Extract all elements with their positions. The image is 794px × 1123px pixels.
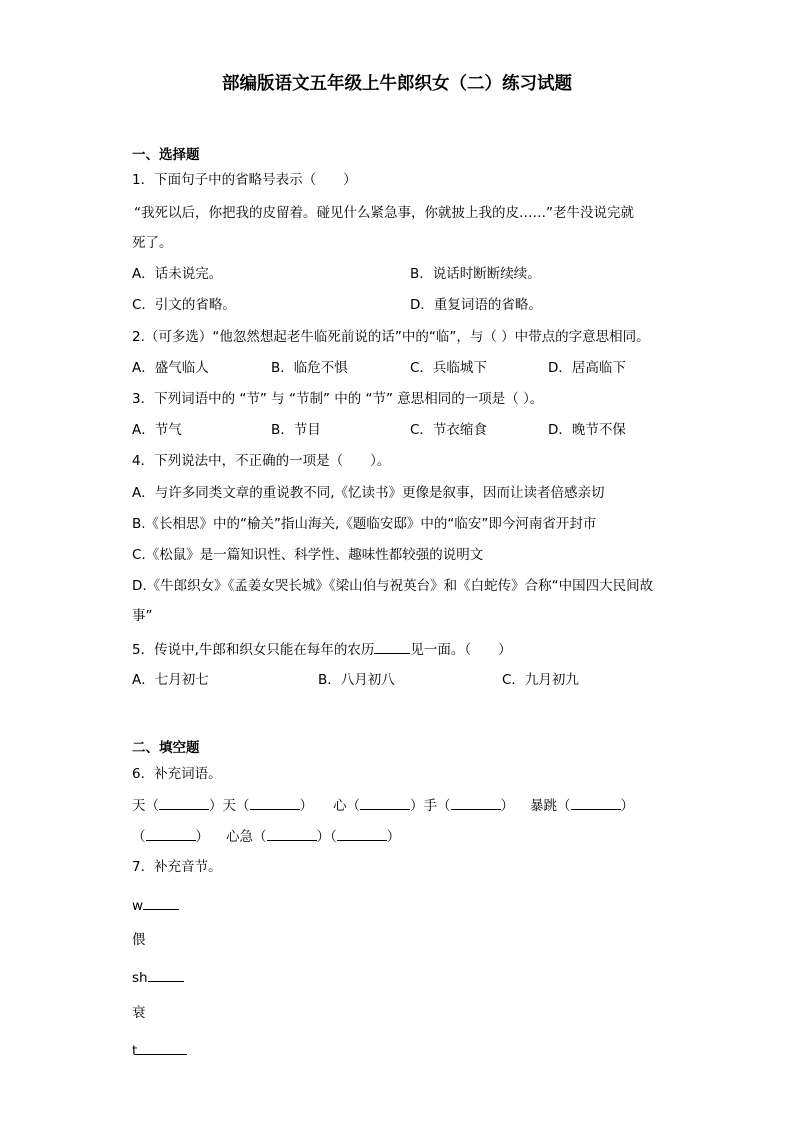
question-5-blank[interactable] [374,640,410,654]
section-heading-choice: 一、选择题 [132,147,200,163]
character-1: 偎 [132,932,146,948]
question-4-option-d-line1: D.《牛郎织女》《孟姜女哭长城》《梁山伯与祝英台》和《白蛇传》合称“中国四大民间故 [132,578,654,594]
word-3-blank-1[interactable] [571,796,621,810]
question-2-stem: 2.（可多选）“他忽然想起老牛临死前说的话”中的“临”，与（ ）中带点的字意思相同。 [132,329,650,345]
pinyin-3-blank[interactable] [137,1041,187,1055]
pinyin-2-blank[interactable] [148,968,184,982]
question-1-option-a: A．话未说完。 [132,266,223,282]
question-5-stem-before: 5．传说中,牛郎和织女只能在每年的农历 [132,642,375,658]
question-3-option-d: D．晚节不保 [548,422,626,438]
page-title: 部编版语文五年级上牛郎织女（二）练习试题 [222,74,572,94]
word-1-blank-2[interactable] [250,796,300,810]
word-2-blank-2[interactable] [451,796,501,810]
word-1-part-c: ） [299,798,313,814]
question-6-row2 [132,827,209,846]
section-heading-fill: 二、填空题 [132,740,200,756]
question-4-option-b: B.《长相思》中的“榆关”指山海关,《题临安邸》中的“临安”即今河南省开封市 [132,516,597,532]
word-3-part-c: （ [132,829,146,845]
question-4-stem: 4．下列说法中，不正确的一项是（ ）。 [132,453,391,469]
question-5-option-c: C．九月初九 [502,672,579,688]
question-4-option-d-line2: 事” [132,608,153,624]
question-4-option-a: A．与许多同类文章的重说教不同,《忆读书》更像是叙事，因而让读者倍感亲切 [132,485,605,501]
question-6-word-2 [333,796,514,815]
word-2-part-c: ） [500,798,514,814]
pinyin-row-3 [132,1041,187,1060]
question-2-option-c: C．兵临城下 [410,360,487,376]
question-1-quote-line2: 死了。 [132,235,173,251]
word-4-part-b: ）（ [316,829,337,845]
word-1-part-a: 天（ [132,798,159,814]
question-3-option-b: B．节目 [271,422,321,438]
question-2-option-a: A．盛气临人 [132,360,209,376]
word-2-blank-1[interactable] [360,796,410,810]
character-2: 衰 [132,1005,146,1021]
question-1-option-c: C．引文的省略。 [132,297,236,313]
word-3-part-d: ） [195,829,209,845]
question-3-option-c: C．节衣缩食 [410,422,487,438]
question-6-word-4 [226,827,400,846]
word-4-part-c: ） [386,829,401,845]
word-3-part-a: 暴跳（ [530,798,571,814]
word-2-part-b: ）手（ [410,798,451,814]
question-1-option-d: D．重复词语的省略。 [410,297,542,313]
question-6-stem: 6．补充词语。 [132,766,222,782]
question-4-option-c: C.《松鼠》是一篇知识性、科学性、趣味性都较强的说明文 [132,547,484,563]
word-4-blank-2[interactable] [337,827,387,841]
question-2-option-d: D．居高临下 [548,360,626,376]
pinyin-3-prefix: t [132,1043,138,1059]
question-5-stem-after: 见一面。（ ） [410,642,512,658]
word-4-part-a: 心急（ [226,829,267,845]
question-7-stem: 7．补充音节。 [132,859,222,875]
pinyin-1-blank[interactable] [143,896,179,910]
question-3-option-a: A．节气 [132,422,182,438]
question-1-stem: 1．下面句子中的省略号表示（ ） [132,172,357,188]
pinyin-2-prefix: sh [132,970,148,986]
question-1-quote-line1: “我死以后，你把我的皮留着。碰见什么紧急事，你就披上我的皮……”老牛没说完就 [134,205,634,221]
word-4-blank-1[interactable] [267,827,317,841]
question-6-word-3 [530,796,634,815]
question-3-stem: 3．下列词语中的 “节” 与 “节制” 中的 “节” 意思相同的一项是（ ）。 [132,391,544,407]
question-5-stem [132,640,512,659]
pinyin-row-2 [132,968,184,987]
question-5-option-b: B．八月初八 [318,672,395,688]
question-5-option-a: A．七月初七 [132,672,209,688]
word-1-part-b: ）天（ [209,798,250,814]
question-2-option-b: B．临危不惧 [271,360,348,376]
pinyin-row-1 [132,896,179,915]
pinyin-1-prefix: w [132,898,144,914]
word-3-part-b: ） [620,798,634,814]
word-2-part-a: 心（ [333,798,360,814]
question-6-row1 [132,796,313,815]
question-1-option-b: B．说话时断断续续。 [410,266,541,282]
word-1-blank-1[interactable] [159,796,209,810]
word-3-blank-2[interactable] [146,827,196,841]
